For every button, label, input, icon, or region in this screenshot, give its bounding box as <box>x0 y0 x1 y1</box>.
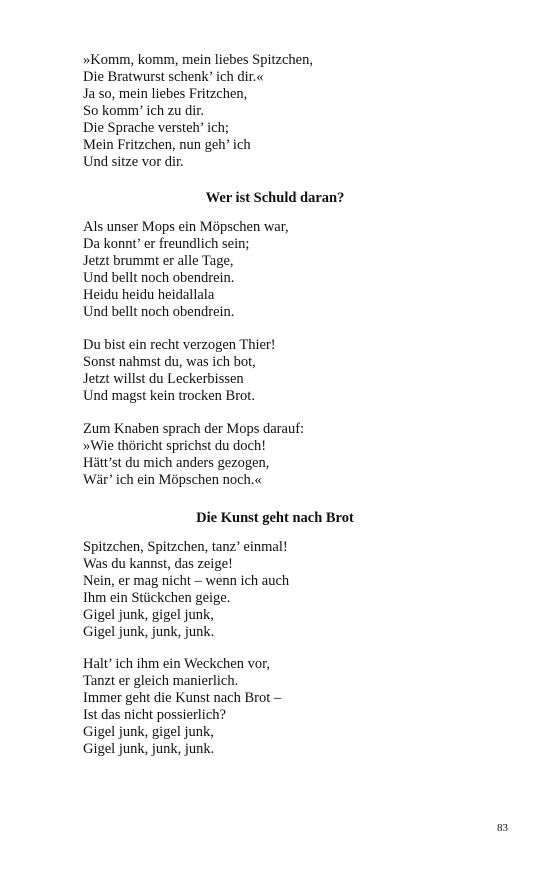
verse-line: Zum Knaben sprach der Mops darauf: <box>83 421 305 437</box>
poem1-stanza-1 <box>83 52 313 171</box>
verse-line: Was du kannst, das zeige! <box>83 556 233 572</box>
verse-line: Die Sprache versteh’ ich; <box>83 120 229 136</box>
verse-line: Heidu heidu heidallala <box>83 287 215 303</box>
verse-line: Und magst kein trocken Brot. <box>83 388 255 404</box>
verse-line: Mein Fritzchen, nun geh’ ich <box>83 137 251 153</box>
poem3-title: Die Kunst geht nach Brot <box>196 510 354 526</box>
verse-line: Gigel junk, gigel junk, <box>83 607 214 623</box>
verse-line: Immer geht die Kunst nach Brot – <box>83 690 282 706</box>
poem3-stanza-2 <box>83 656 281 758</box>
verse-line: Gigel junk, junk, junk. <box>83 741 215 757</box>
page-number: 83 <box>497 822 508 834</box>
verse-line: Da konnt’ er freundlich sein; <box>83 236 250 252</box>
verse-line: Tanzt er gleich manierlich. <box>83 673 239 689</box>
poem3-stanza-1 <box>83 539 289 641</box>
verse-line: Und bellt noch obendrein. <box>83 304 235 320</box>
verse-line: Ist das nicht possierlich? <box>83 707 226 723</box>
poem2-stanza-1 <box>83 219 289 321</box>
verse-line: Gigel junk, junk, junk. <box>83 624 215 640</box>
verse-line: Jetzt brummt er alle Tage, <box>83 253 234 269</box>
verse-line: Und bellt noch obendrein. <box>83 270 235 286</box>
verse-line: Nein, er mag nicht – wenn ich auch <box>83 573 290 589</box>
verse-line: Ja so, mein liebes Fritzchen, <box>83 86 248 102</box>
verse-line: Ihm ein Stückchen geige. <box>83 590 231 606</box>
verse-line: Gigel junk, gigel junk, <box>83 724 214 740</box>
verse-line: So komm’ ich zu dir. <box>83 103 204 119</box>
verse-line: Als unser Mops ein Möpschen war, <box>83 219 289 235</box>
poem2-title: Wer ist Schuld daran? <box>205 190 345 206</box>
verse-line: Halt’ ich ihm ein Weckchen vor, <box>83 656 270 672</box>
verse-line: Sonst nahmst du, was ich bot, <box>83 354 256 370</box>
verse-line: »Komm, komm, mein liebes Spitzchen, <box>83 52 313 68</box>
verse-line: Wär’ ich ein Möpschen noch.« <box>83 472 262 488</box>
verse-line: Die Bratwurst schenk’ ich dir.« <box>83 69 264 85</box>
poem2-stanza-3 <box>83 421 304 489</box>
verse-line: Du bist ein recht verzogen Thier! <box>83 337 276 353</box>
verse-line: Jetzt willst du Leckerbissen <box>83 371 244 387</box>
poem2-stanza-2 <box>83 337 276 405</box>
verse-line: »Wie thöricht sprichst du doch! <box>83 438 267 454</box>
verse-line: Und sitze vor dir. <box>83 154 184 170</box>
verse-line: Hätt’st du mich anders gezogen, <box>83 455 270 471</box>
verse-line: Spitzchen, Spitzchen, tanz’ einmal! <box>83 539 288 555</box>
